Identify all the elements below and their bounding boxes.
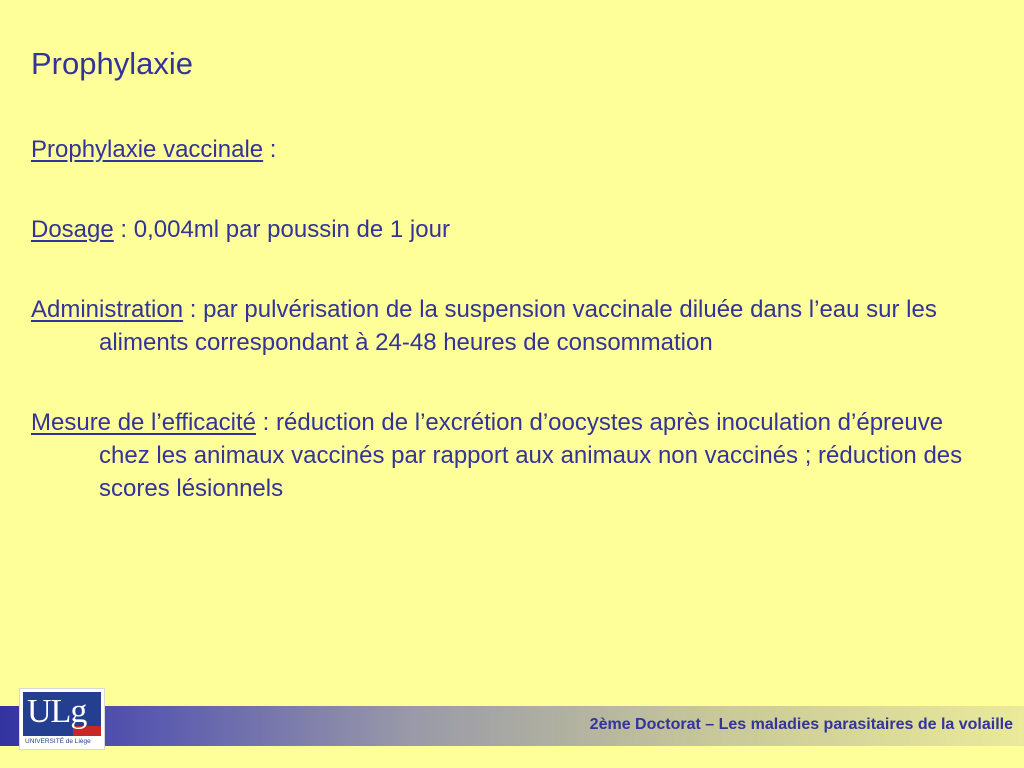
paragraph-text: : 0,004ml par poussin de 1 jour — [113, 216, 450, 243]
paragraph-text: : — [263, 136, 277, 163]
term-dosage: Dosage — [31, 216, 114, 243]
slide-content — [31, 133, 996, 552]
footer-title: 2ème Doctorat – Les maladies parasitaires de la volaille — [589, 716, 1013, 733]
term-prophylaxie-vaccinale: Prophylaxie vaccinale — [31, 136, 264, 163]
paragraph-text: : par pulvérisation de la suspension vaccinale diluée dans l’eau sur les aliments correspondant à 24-48 heures de consommation — [99, 296, 937, 356]
logo-letters: ULg — [27, 693, 87, 730]
paragraph-prophylaxie-vaccinale — [31, 133, 996, 166]
slide-title: Prophylaxie — [31, 46, 193, 81]
logo-subtitle: UNIVERSITÉ de Liège — [25, 738, 91, 745]
paragraph-efficacite — [31, 406, 996, 505]
term-mesure-efficacite: Mesure de l’efficacité — [31, 409, 256, 436]
university-logo-icon — [19, 688, 105, 750]
paragraph-dosage — [31, 213, 996, 246]
term-administration: Administration — [31, 296, 184, 323]
paragraph-text: : réduction de l’excrétion d’oocystes après inoculation d’épreuve chez les animaux vaccinés par rapport aux animaux non vaccinés ; réduction des scores lésionnels — [99, 409, 963, 502]
paragraph-administration — [31, 293, 996, 359]
